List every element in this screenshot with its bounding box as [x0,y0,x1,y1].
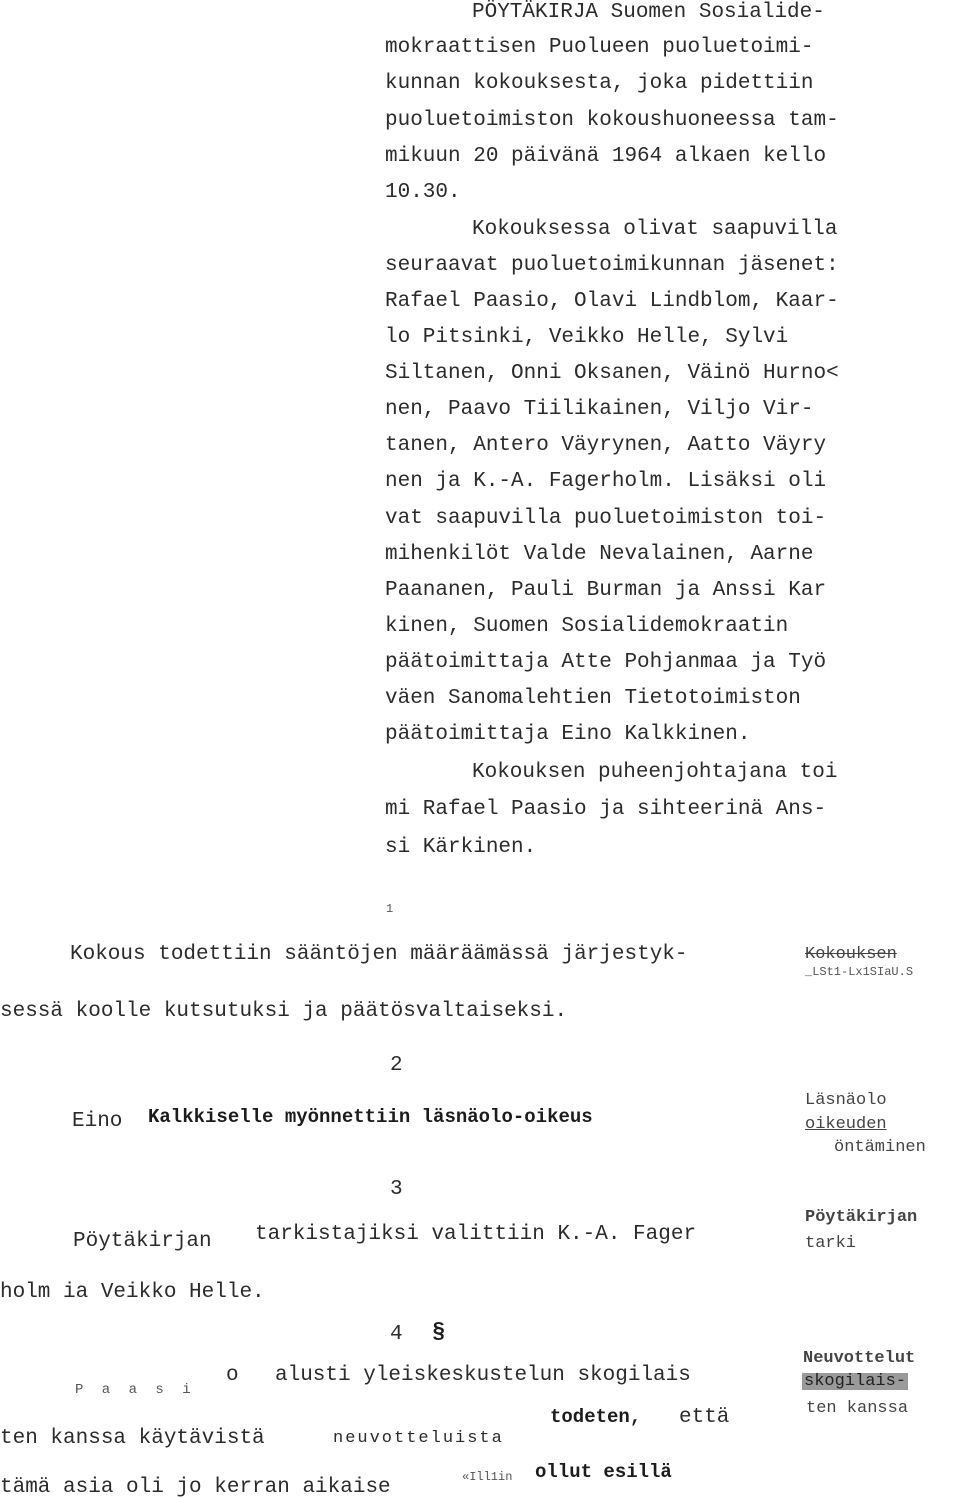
intro-line: vat saapuvilla puoluetoimiston toi- [385,507,827,530]
scan-artifact-text: «Ill1in [462,1470,513,1484]
intro-line: lo Pitsinki, Veikko Helle, Sylvi [385,326,789,349]
margin-heading: Läsnäolo [805,1091,887,1110]
section-text: todeten, [550,1406,642,1428]
margin-heading: oikeuden [805,1115,887,1134]
margin-heading-highlighted: skogilais- [804,1372,907,1391]
section-text: P a a s i [75,1382,196,1398]
margin-heading: ten kanssa [806,1399,909,1418]
section-number: 1 [386,902,394,916]
margin-heading: _LSt1-Lx1SIaU.S [805,965,914,979]
intro-line: seuraavat puoluetoimikunnan jäsenet: [385,254,839,277]
section-text: alusti yleiskeskustelun skogilais [275,1364,691,1387]
section-text-line: holm ia Veikko Helle. [0,1281,265,1304]
margin-heading: Pöytäkirjan [805,1208,918,1227]
intro-line: mi Rafael Paasio ja sihteerinä Ans- [385,798,827,821]
section-text: että [679,1406,730,1429]
intro-line: si Kärkinen. [385,836,537,859]
section-number: 3 [390,1178,403,1201]
intro-line: kinen, Suomen Sosialidemokraatin [385,615,789,638]
section-text: Pöytäkirjan [73,1230,212,1253]
intro-line: kunnan kokouksesta, joka pidettiin [385,72,814,95]
section-sign: § [432,1320,446,1345]
intro-line: Paananen, Pauli Burman ja Anssi Kar [385,579,827,602]
section-text: o [226,1364,239,1387]
section-text-line: Kokous todettiin sääntöjen määräämässä järjestyk- [70,943,688,966]
section-text: Eino [72,1110,123,1133]
section-text: ollut esillä [535,1461,672,1483]
intro-line: tanen, Antero Väyrynen, Aatto Väyry [385,434,827,457]
section-text: tarkistajiksi valittiin K.-A. Fager [255,1223,697,1246]
section-text-line: sessä koolle kutsutuksi ja päätösvaltaiseksi. [0,1000,568,1023]
section-text: tämä asia oli jo kerran aikaise [0,1476,391,1499]
intro-line: nen, Paavo Tiilikainen, Viljo Vir- [385,398,814,421]
intro-line: päätoimittaja Eino Kalkkinen. [385,723,751,746]
margin-heading: Kokouksen [805,945,897,964]
intro-line: mikuun 20 päivänä 1964 alkaen kello [385,145,827,168]
section-number: 2 [390,1054,403,1077]
section-number: 4 [390,1323,403,1346]
intro-line: päätoimittaja Atte Pohjanmaa ja Työ [385,651,827,674]
margin-heading: tarki [805,1234,857,1253]
section-text: neuvotteluista [333,1429,504,1448]
intro-line: 10.30. [385,181,461,204]
intro-line: mihenkilöt Valde Nevalainen, Aarne [385,543,814,566]
margin-heading: öntäminen [834,1138,926,1157]
section-text: ten kanssa käytävistä [0,1427,265,1450]
intro-line: väen Sanomalehtien Tietotoimiston [385,687,801,710]
section-text: Kalkkiselle myönnettiin läsnäolo-oikeus [148,1106,593,1128]
intro-line: mokraattisen Puolueen puoluetoimi- [385,36,814,59]
margin-heading: Neuvottelut [803,1349,916,1368]
intro-line: puoluetoimiston kokoushuoneessa tam- [385,109,839,132]
intro-line: Kokouksessa olivat saapuvilla [472,218,838,241]
intro-line: Rafael Paasio, Olavi Lindblom, Kaar- [385,290,839,313]
intro-line: PÖYTÄKIRJA Suomen Sosialide- [472,1,825,24]
intro-line: Kokouksen puheenjohtajana toi [472,761,838,784]
intro-line: nen ja K.-A. Fagerholm. Lisäksi oli [385,470,827,493]
intro-line: Siltanen, Onni Oksanen, Väinö Hurno< [385,362,839,385]
